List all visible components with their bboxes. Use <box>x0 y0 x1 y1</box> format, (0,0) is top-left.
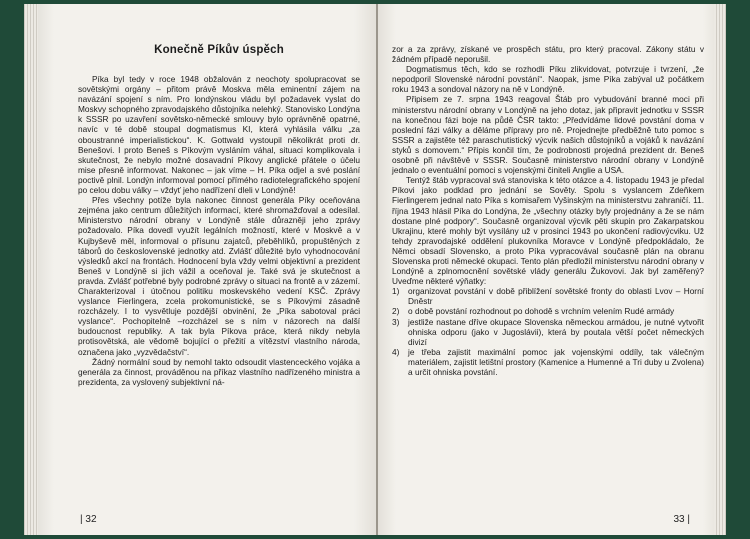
left-page-text <box>78 74 360 387</box>
paragraph: Přes všechny potíže byla nakonec činnost generála Píky oceňována zejména jako centrum důležitých informací, které shromažďoval a odesílal. Ministerstvo národní obrany v Londýně stále důrazněji jeho zprávy požadovalo. Píka dovedl využít legálních možností, které v Moskvě a v Kujbyševě měl, informoval o přísunu zajatců, přeběhlíků, propuštěných z táborů do československé jednotky atd. Zvlášť důležité bylo vyhodnocování výsledků akcí na frontách. Hodnocení byla vždy velmi objektivní a prezident Beneš v Londýně si jich vážil a oceňoval je. Také svá je skutečnost a pravda. Zvlášť potřebné byly podrobné zprávy o situaci na frontě a v zázemí. Charakterizoval i útočnou politiku moskevského vedení KSČ. Zprávy vyslance Fierlingera, zcela prokomunistické, se s Píkovými zásadně rozcházely. I to vysvětluje pozdější obvinění, že „Píka sabotoval práci vyslance“. Pochopitelně –rozcházel se s ním v názorech na další budoucnost republiky. A tak byla Píkova práce, která nikdy nebyla protisovětská, ale vědomě bojující o přežití a vítězství vlastního národa, označena jako „vyzvědačství“. <box>78 195 361 357</box>
book-spread <box>24 4 726 535</box>
right-page-text <box>392 44 704 377</box>
left-page <box>24 4 376 535</box>
paragraph: Píka byl tedy v roce 1948 obžalován z neochoty spolupracovat se sovětskými orgány – přitom právě Moskva měla eminentní zájem na navázání spojení s ním. Pro londýnskou vládu byl požadavek vyslat do Moskvy schopného zpravodajského důstojníka nelehký. Stanovisko Londýna k SSSR po uzavření sovětsko-německé smlouvy bylo oprávněně opatrné, navíc v té době stoupal dogmatismus KI, která vyhlásila válku „za oboustranné imperialistickou“. K. Gottwald vystoupil několikrát proti dr. Benešovi. I proto Beneš s Píkovým vysláním váhal, situaci komplikovala i skutečnost, že nebylo možné dosavadní Píkovy anglické přátele o účelu mise přesně informovat. Nakonec – jak víme – H. Píka odjel a své poslání poctivě plnil. Londýn informoval pomocí přímého radiotelegrafického spojení po celou dobu války – vždyť jeho nadřízení dleli v Londýně! <box>78 74 361 196</box>
paragraph: Tentýž štáb vypracoval svá stanoviska k této otázce a 4. listopadu 1943 je předal Píkovi jako podklad pro jednání se Sověty. Spolu s vyslancem Zdeňkem Fierlingerem jednal nato Píka s komisařem Vyšinským na ministerstvu zahraničí. 11. října 1943 hlásil Píka do Londýna, že „všechny otázky byly projednány a že se nám dostane plné podpory“. Současně organizoval výcvik pěti skupin pro Zakarpatskou Ukrajinu, které mohly být vysílány už v prosinci 1943 po ukončení radiovýcviku. Už tehdy zpravodajské oddělení plukovníka Moravce v Londýně předpokládalo, že Němci obsadí Slovensko, a proto Píka vypracovával současně plán na obranu Slovenska proti německé okupaci. Tento plán předložil ministerstvu národní obrany v Londýně a zplnomocnění sovětské vlády generálu Žukovovi. Jak byl zaměřený? Uveďme některé výňatky: <box>392 175 704 287</box>
list-item: 3) jestliže nastane dříve okupace Slovenska německou armádou, je nutné vytvořit ohniska odporu (jako v Jugoslávii), která by poutala větší počet německých divizí <box>392 316 704 347</box>
list-item: 1) organizovat povstání v době přiblížení sovětské fronty do oblasti Lvov – Horní Dněstr <box>392 286 704 307</box>
chapter-title: Konečně Píkův úspěch <box>154 44 284 56</box>
page-number-left: | 32 <box>80 514 97 525</box>
paragraph: Připisem ze 7. srpna 1943 reagoval Štáb pro vybudování branné moci při ministerstvu národní obrany v Londýně na jeho dotaz, jak připravit jednotku v SSSR na konečnou fázi boje na půdě ČSR takto: „Předvídáme lidové povstání doma v poslední fázi války a děláme přípravy pro ně. Projednejte předběžně tuto pomoc s SSSR a zajistěte též paraschutistický výcvik našich důstojníků a vojáků k navázání styků s domovem.“ Přípis končil tím, že podrobnosti projedná prezident dr. Beneš osobně při návštěvě v SSSR. Současně ministerstvo národní obrany v Londýně jednalo o eventuální pomoci s vojenskými činiteli Anglie a USA. <box>392 94 704 176</box>
paragraph: Žádný normální soud by nemohl takto odsoudit vlastenceckého vojáka a generála za činnost, prováděnou na příkaz vlastního nadřízeného ministra a prezidenta, za vyslovený subjektivní ná- <box>78 356 361 387</box>
numbered-list <box>392 286 704 377</box>
paragraph: zor a za zprávy, získané ve prospěch státu, pro který pracoval. Zákony státu v žádném případě neporušil. <box>392 44 704 65</box>
right-page <box>378 4 726 535</box>
list-item: 4) je třeba zajistit maximální pomoc jak vojenskými oddíly, tak válečným materiálem, zajistit letištní prostory (Kamenice a Humenné a Tri duby u Zvolena) a určit ohniska povstání. <box>392 346 704 377</box>
list-item: 2) o době povstání rozhodnout po dohodě s vrchním velením Rudé armády <box>392 306 675 317</box>
page-number-right: 33 | <box>673 514 690 525</box>
paragraph: Dogmatismus těch, kdo se rozhodli Píku zlikvidovat, potvrzuje i tvrzení, „že nepodporil Slovenské národní povstání“. Naopak, jsme Píka zabýval už počátkem roku 1943 a sondoval názory na ně v Londýně. <box>392 64 704 95</box>
